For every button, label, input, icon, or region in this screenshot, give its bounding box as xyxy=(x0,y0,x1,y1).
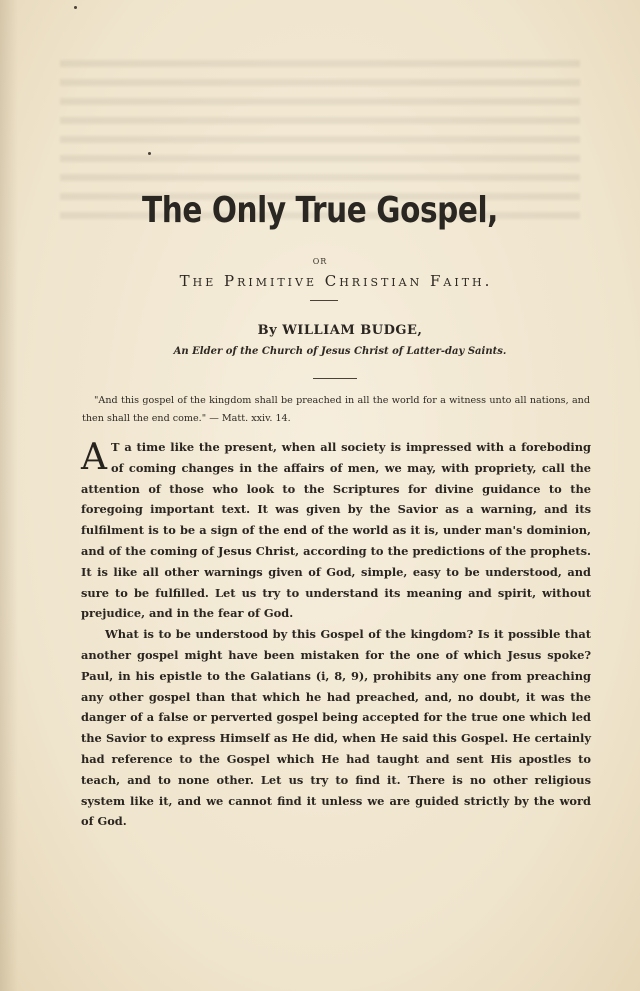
divider-rule xyxy=(310,300,338,301)
page-edge-shadow xyxy=(0,0,18,991)
lead-letter: T xyxy=(111,440,120,454)
epigraph-quote: "And this gospel of the kingdom shall be preached in all the world for a witness unto all nations, and then shall the end come." — Matt. xxiv. 14. xyxy=(82,395,590,424)
author-line: By WILLIAM BUDGE, xyxy=(257,323,423,338)
paragraph-1-text: a time like the present, when all society is impressed with a foreboding of coming changes in the affairs of men, we may, with propriety, call the attention of those who look to the Scriptures for divine guidance to the foregoing important text. It was given by the Savior as a warning, and its fulfilment is to be a sign of the end of the world as it is, under man's dominion, and of the coming of Jesus Christ, according to the predictions of the prophets. It is like all other warnings given of God, simple, easy to be understood, and sure to be fulfilled. Let us try to understand its meaning and spirit, without prejudice, and in the fear of God. xyxy=(81,440,591,621)
divider-rule xyxy=(313,378,357,379)
ink-speck xyxy=(148,152,151,155)
body-text xyxy=(81,437,591,832)
author-affiliation: An Elder of the Church of Jesus Christ of Latter-day Saints. xyxy=(173,346,507,357)
page-subtitle: The Primitive Christian Faith. xyxy=(179,272,493,290)
paragraph-1 xyxy=(81,437,591,624)
page-title: The Only True Gospel, xyxy=(142,190,498,231)
or-connector: OR xyxy=(312,257,328,266)
paragraph-2: What is to be understood by this Gospel of the kingdom? Is it possible that another gospel might have been mistaken for the one of which Jesus spoke? Paul, in his epistle to the Galatians (i, 8, 9), prohibits any one from preaching any other gospel than that which he had preached, and, no doubt, it was the danger of a false or perverted gospel being accepted for the true one which led the Savior to express Himself as He did, when He said this Gospel. He certainly had reference to the Gospel which He had taught and sent His apostles to teach, and to none other. Let us try to find it. There is no other religious system like it, and we cannot find it unless we are guided strictly by the word of God. xyxy=(81,627,591,829)
drop-cap: A xyxy=(81,437,107,478)
ink-speck xyxy=(74,6,77,9)
